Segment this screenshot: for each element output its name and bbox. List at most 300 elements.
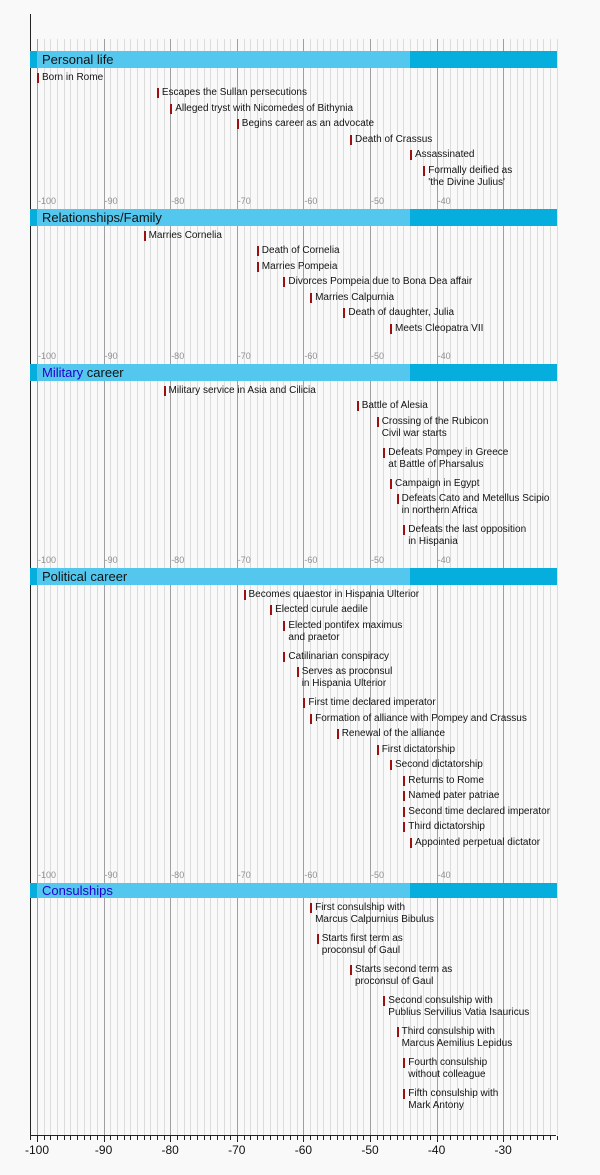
gridline-year	[97, 39, 98, 1135]
event-marker	[403, 1058, 405, 1068]
event-label-line: Becomes quaestor in Hispania Ulterior	[248, 588, 420, 600]
gridline-year	[70, 39, 71, 1135]
event-marker	[297, 667, 299, 677]
x-axis-minor-tick	[257, 1136, 258, 1140]
gridline-year	[210, 39, 211, 1135]
gridline-year	[130, 39, 131, 1135]
inchart-year-label: -100	[38, 196, 57, 206]
x-axis-minor-tick	[124, 1136, 125, 1140]
x-axis-minor-tick	[97, 1136, 98, 1140]
event-label-line: Marries Calpurnia	[315, 291, 395, 303]
event-label	[382, 416, 489, 440]
event-marker	[157, 88, 159, 98]
event-label-line: Catilinarian conspiracy	[288, 650, 389, 662]
gridline-year	[64, 39, 65, 1135]
event-label	[308, 697, 435, 709]
gridline-year	[90, 39, 91, 1135]
gridline-year	[523, 39, 524, 1135]
x-axis-minor-tick	[197, 1136, 198, 1140]
event-label-line: in northern Africa	[401, 505, 478, 516]
section-title-link[interactable]: Consulships	[42, 883, 113, 898]
event-label-line: Marries Cornelia	[148, 229, 222, 241]
x-axis-major-tick	[503, 1136, 504, 1142]
x-axis-minor-tick	[270, 1136, 271, 1140]
section-bar-outside-left	[30, 209, 37, 226]
x-axis-minor-tick	[490, 1136, 491, 1140]
gridline-year	[217, 39, 218, 1135]
event-label	[408, 775, 484, 787]
gridline-year	[270, 39, 271, 1135]
event-label-line: 'the Divine Julius'	[428, 176, 505, 188]
x-axis-minor-tick	[350, 1136, 351, 1140]
event-label-line: Starts first term as	[321, 932, 403, 944]
inchart-year-label: -90	[104, 555, 118, 565]
x-axis-minor-tick	[263, 1136, 264, 1140]
event-label-line: Mark Antony	[408, 1099, 464, 1111]
x-axis-minor-tick	[130, 1136, 131, 1140]
event-label-line: Meets Cleopatra VII	[395, 322, 484, 334]
event-label-line: at Battle of Pharsalus	[388, 458, 484, 470]
event-label-line: Fourth consulship	[408, 1056, 488, 1068]
section-title-text: Relationships/Family	[42, 210, 162, 225]
section-header-title	[42, 568, 127, 585]
event-label-line: Appointed perpetual dictator	[415, 836, 541, 848]
inchart-year-label: -80	[171, 555, 185, 565]
event-label-line: Second time declared imperator	[408, 805, 551, 817]
section-bar-outside-right	[410, 883, 557, 898]
x-axis-minor-tick	[64, 1136, 65, 1140]
event-label	[402, 493, 550, 517]
x-axis-minor-tick	[164, 1136, 165, 1140]
event-marker	[410, 838, 412, 848]
event-label	[315, 713, 527, 725]
gridline-year	[517, 39, 518, 1135]
x-axis-minor-tick	[297, 1136, 298, 1140]
x-axis-minor-tick	[310, 1136, 311, 1140]
event-label-line: Death of Cornelia	[261, 245, 340, 256]
event-label-line: Starts second term as	[355, 963, 453, 975]
x-axis-tick-label: -90	[94, 1143, 113, 1157]
gridline-year	[343, 39, 344, 1135]
event-marker	[270, 605, 272, 615]
section-title-text: career	[83, 365, 124, 380]
event-marker	[390, 760, 392, 770]
event-marker	[283, 621, 285, 631]
gridline-year	[557, 39, 558, 1135]
event-label	[415, 149, 474, 161]
event-label	[388, 447, 508, 471]
x-axis-minor-tick	[50, 1136, 51, 1140]
event-marker	[403, 776, 405, 786]
inchart-year-label: -70	[237, 555, 251, 565]
x-axis-minor-tick	[497, 1136, 498, 1140]
inchart-year-label: -60	[304, 196, 318, 206]
x-axis-minor-tick	[244, 1136, 245, 1140]
inchart-year-label: -50	[371, 555, 385, 565]
x-axis-major-tick	[170, 1136, 171, 1142]
event-label-line: Second consulship with	[388, 994, 493, 1006]
event-label	[382, 744, 455, 756]
event-label-line: Civil war starts	[381, 427, 447, 439]
gridline-year	[277, 39, 278, 1135]
gridline-year	[543, 39, 544, 1135]
x-axis-minor-tick	[323, 1136, 324, 1140]
section-bar-outside-right	[410, 209, 557, 226]
event-label-line: Crossing of the Rubicon	[381, 415, 489, 427]
gridline-year	[490, 39, 491, 1135]
x-axis-minor-tick	[283, 1136, 284, 1140]
event-label	[388, 995, 529, 1019]
section-bar-outside-right	[410, 364, 557, 381]
gridline-year	[510, 39, 511, 1135]
event-label	[408, 1057, 487, 1081]
inchart-year-label: -40	[437, 351, 451, 361]
event-label	[342, 728, 445, 740]
x-axis-minor-tick	[70, 1136, 71, 1140]
x-axis-tick-label: -30	[494, 1143, 512, 1157]
x-axis-minor-tick	[383, 1136, 384, 1140]
x-axis-minor-tick	[337, 1136, 338, 1140]
inchart-year-label: -90	[104, 196, 118, 206]
gridline-year	[77, 39, 78, 1135]
event-marker	[350, 135, 352, 145]
event-marker	[377, 417, 379, 427]
event-label	[408, 524, 526, 548]
x-axis-minor-tick	[377, 1136, 378, 1140]
x-axis-minor-tick	[117, 1136, 118, 1140]
event-label	[288, 651, 389, 663]
section-header-title	[42, 209, 162, 226]
event-marker	[283, 277, 285, 287]
gridline-year	[204, 39, 205, 1135]
event-label	[242, 118, 374, 130]
event-marker	[390, 479, 392, 489]
x-axis-minor-tick	[90, 1136, 91, 1140]
x-axis-minor-tick	[30, 1136, 31, 1140]
gridline-year	[483, 39, 484, 1135]
event-marker	[257, 262, 259, 272]
event-label-line: Third consulship with	[401, 1025, 495, 1037]
x-axis-minor-tick	[477, 1136, 478, 1140]
event-label-line: Alleged tryst with Nicomedes of Bithynia	[175, 102, 354, 114]
event-label	[275, 604, 368, 616]
event-label	[408, 790, 499, 802]
x-axis-minor-tick	[543, 1136, 544, 1140]
event-label	[408, 806, 550, 818]
inchart-year-label: -70	[237, 196, 251, 206]
event-label	[249, 589, 420, 601]
gridline-year	[297, 39, 298, 1135]
x-axis-minor-tick	[57, 1136, 58, 1140]
event-label	[162, 87, 307, 99]
event-label	[302, 666, 393, 690]
x-axis-minor-tick	[84, 1136, 85, 1140]
gridline-year	[457, 39, 458, 1135]
x-axis-minor-tick	[510, 1136, 511, 1140]
event-label	[428, 165, 512, 189]
x-axis-major-tick	[37, 1136, 38, 1142]
event-marker	[377, 745, 379, 755]
x-axis-tick-label: -60	[294, 1143, 313, 1157]
gridline-year	[537, 39, 538, 1135]
gridline-year	[144, 39, 145, 1135]
event-marker	[283, 652, 285, 662]
section-bar-outside-left	[30, 51, 37, 68]
x-axis-tick-label: -50	[361, 1143, 379, 1157]
x-axis-minor-tick	[410, 1136, 411, 1140]
event-marker	[403, 822, 405, 832]
event-label-line: Defeats Pompey in Greece	[388, 446, 509, 458]
event-label-line: Divorces Pompeia due to Bona Dea affair	[288, 276, 473, 287]
gridline-year	[463, 39, 464, 1135]
event-label-line: Begins career as an advocate	[241, 118, 375, 129]
x-axis-minor-tick	[430, 1136, 431, 1140]
event-label	[288, 620, 402, 644]
x-axis-tick-label: -100	[24, 1143, 50, 1157]
event-marker	[403, 1089, 405, 1099]
gridline-year	[230, 39, 231, 1135]
event-label-line: Military service in Asia and Cilicia	[168, 384, 316, 396]
x-axis-minor-tick	[357, 1136, 358, 1140]
x-axis-minor-tick	[190, 1136, 191, 1140]
event-label-line: Formally deified as	[428, 164, 513, 176]
inchart-year-label: -50	[371, 351, 385, 361]
gridline-year	[257, 39, 258, 1135]
inchart-year-label: -70	[237, 870, 251, 880]
x-axis-minor-tick	[457, 1136, 458, 1140]
x-axis-minor-tick	[397, 1136, 398, 1140]
inchart-year-label: -70	[237, 351, 251, 361]
event-label	[169, 385, 316, 397]
section-header-title	[42, 364, 124, 381]
x-axis-minor-tick	[184, 1136, 185, 1140]
event-marker	[237, 119, 239, 129]
gridline-year	[550, 39, 551, 1135]
inchart-year-label: -90	[104, 351, 118, 361]
event-label-line: Elected curule aedile	[275, 604, 368, 615]
event-label-line: Returns to Rome	[408, 774, 484, 786]
x-axis-minor-tick	[470, 1136, 471, 1140]
gridline-year	[124, 39, 125, 1135]
event-label	[362, 400, 428, 412]
event-marker	[350, 965, 352, 975]
gridline-decade	[503, 39, 504, 1135]
x-axis-minor-tick	[403, 1136, 404, 1140]
event-marker	[397, 494, 399, 504]
event-label-line: Fifth consulship with	[408, 1087, 499, 1099]
gridline-year	[137, 39, 138, 1135]
event-label	[262, 261, 338, 273]
x-axis-minor-tick	[450, 1136, 451, 1140]
inchart-year-label: -40	[437, 196, 451, 206]
gridline-year	[197, 39, 198, 1135]
x-axis-minor-tick	[250, 1136, 251, 1140]
event-label-line: without colleague	[408, 1068, 486, 1080]
event-label-line: Assassinated	[415, 149, 475, 160]
section-header-title	[42, 883, 113, 898]
event-label-line: First time declared imperator	[308, 697, 436, 708]
gridline-year	[337, 39, 338, 1135]
event-marker	[337, 729, 339, 739]
inchart-year-label: -100	[38, 351, 57, 361]
gridline-year	[497, 39, 498, 1135]
section-bar-outside-right	[410, 51, 557, 68]
x-axis-major-tick	[237, 1136, 238, 1142]
event-label-line: in Hispania Ulterior	[301, 678, 387, 689]
inchart-year-label: -100	[38, 555, 57, 565]
event-label	[402, 1026, 513, 1050]
event-label-line: proconsul of Gaul	[355, 975, 434, 987]
inchart-year-label: -40	[437, 870, 451, 880]
gridline-year	[530, 39, 531, 1135]
x-axis-major-tick	[437, 1136, 438, 1142]
x-axis-tick-label: -40	[427, 1143, 446, 1157]
event-marker	[310, 293, 312, 303]
inchart-year-label: -100	[38, 870, 57, 880]
gridline-year	[290, 39, 291, 1135]
event-marker	[383, 996, 385, 1006]
x-axis-minor-tick	[530, 1136, 531, 1140]
event-label-line: Renewal of the alliance	[341, 728, 446, 739]
x-axis-minor-tick	[517, 1136, 518, 1140]
event-label-line: Named pater patriae	[408, 790, 500, 801]
x-axis-minor-tick	[483, 1136, 484, 1140]
x-axis-minor-tick	[77, 1136, 78, 1140]
x-axis-minor-tick	[443, 1136, 444, 1140]
section-bar-outside-left	[30, 364, 37, 381]
x-axis-minor-tick	[537, 1136, 538, 1140]
gridline-year	[330, 39, 331, 1135]
x-axis-minor-tick	[137, 1136, 138, 1140]
section-title-link[interactable]: Military	[42, 365, 84, 380]
event-marker	[257, 246, 259, 256]
x-axis-major-tick	[303, 1136, 304, 1142]
section-title-text: Political career	[42, 569, 128, 584]
event-label	[348, 307, 454, 319]
event-label	[395, 759, 483, 771]
event-label-line: Serves as proconsul	[301, 666, 393, 677]
gridline-year	[164, 39, 165, 1135]
event-label	[395, 323, 483, 335]
event-marker	[310, 714, 312, 724]
gridline-year	[477, 39, 478, 1135]
event-label-line: Third dictatorship	[408, 821, 485, 832]
event-label-line: Escapes the Sullan persecutions	[161, 87, 307, 98]
event-label	[355, 134, 432, 146]
x-axis-minor-tick	[44, 1136, 45, 1140]
gridline-year	[283, 39, 284, 1135]
event-label	[315, 292, 394, 304]
event-marker	[317, 934, 319, 944]
event-label-line: in Hispania	[408, 536, 458, 547]
section-title-text: Personal life	[42, 52, 114, 67]
event-label-line: Death of daughter, Julia	[348, 307, 455, 318]
x-axis-minor-tick	[204, 1136, 205, 1140]
event-label	[288, 276, 472, 288]
inchart-year-label: -50	[371, 870, 385, 880]
event-label-line: Born in Rome	[42, 71, 104, 83]
event-marker	[144, 231, 146, 241]
event-label-line: Marcus Calpurnius Bibulus	[315, 913, 435, 925]
event-marker	[170, 104, 172, 114]
section-header-title	[42, 51, 114, 68]
x-axis-minor-tick	[277, 1136, 278, 1140]
inchart-year-label: -60	[304, 555, 318, 565]
x-axis-minor-tick	[157, 1136, 158, 1140]
event-marker	[244, 590, 246, 600]
event-label-line: Death of Crassus	[355, 133, 433, 145]
event-label-line: Marries Pompeia	[261, 260, 338, 272]
event-marker	[403, 807, 405, 817]
inchart-year-label: -40	[437, 555, 451, 565]
event-label-line: and praetor	[288, 631, 340, 643]
event-label-line: Formation of alliance with Pompey and Crassus	[315, 712, 527, 724]
event-marker	[383, 448, 385, 458]
event-marker	[310, 903, 312, 913]
event-label	[315, 902, 434, 926]
event-label-line: Campaign in Egypt	[395, 477, 480, 489]
gridline-year	[57, 39, 58, 1135]
section-bar-outside-left	[30, 883, 37, 898]
event-label	[415, 837, 540, 849]
inchart-year-label: -80	[171, 351, 185, 361]
x-axis-minor-tick	[317, 1136, 318, 1140]
event-label	[408, 1088, 498, 1112]
x-axis-minor-tick	[230, 1136, 231, 1140]
inchart-year-label: -60	[304, 351, 318, 361]
event-label-line: First dictatorship	[381, 743, 456, 755]
event-label-line: First consulship with	[315, 901, 406, 913]
event-marker	[37, 73, 39, 83]
event-label	[408, 821, 485, 833]
x-axis-minor-tick	[144, 1136, 145, 1140]
x-axis-minor-tick	[150, 1136, 151, 1140]
event-label	[355, 964, 452, 988]
x-axis-minor-tick	[550, 1136, 551, 1140]
gridline-year	[323, 39, 324, 1135]
x-axis-minor-tick	[110, 1136, 111, 1140]
x-axis-major-tick	[370, 1136, 371, 1142]
inchart-year-label: -60	[304, 870, 318, 880]
gridline-year	[157, 39, 158, 1135]
event-label-line: Second dictatorship	[395, 759, 483, 770]
x-axis-minor-tick	[363, 1136, 364, 1140]
event-marker	[397, 1027, 399, 1037]
gridline-year	[263, 39, 264, 1135]
event-label-line: Marcus Aemilius Lepidus	[401, 1037, 513, 1049]
event-marker	[390, 324, 392, 334]
inchart-year-label: -80	[171, 196, 185, 206]
x-axis-minor-tick	[224, 1136, 225, 1140]
event-label	[262, 245, 340, 257]
x-axis-minor-tick	[210, 1136, 211, 1140]
event-label-line: Defeats Cato and Metellus Scipio	[401, 493, 550, 504]
event-marker	[403, 525, 405, 535]
event-label-line: proconsul of Gaul	[321, 944, 401, 956]
section-bar-outside-right	[410, 568, 557, 585]
event-label	[322, 933, 403, 957]
event-label-line: Defeats the last opposition	[408, 524, 527, 535]
gridline-year	[150, 39, 151, 1135]
event-marker	[403, 791, 405, 801]
event-label	[42, 72, 103, 84]
x-axis-minor-tick	[177, 1136, 178, 1140]
x-axis-minor-tick	[417, 1136, 418, 1140]
event-marker	[303, 698, 305, 708]
gridline-year	[190, 39, 191, 1135]
x-axis-major-tick	[104, 1136, 105, 1142]
event-marker	[410, 150, 412, 160]
